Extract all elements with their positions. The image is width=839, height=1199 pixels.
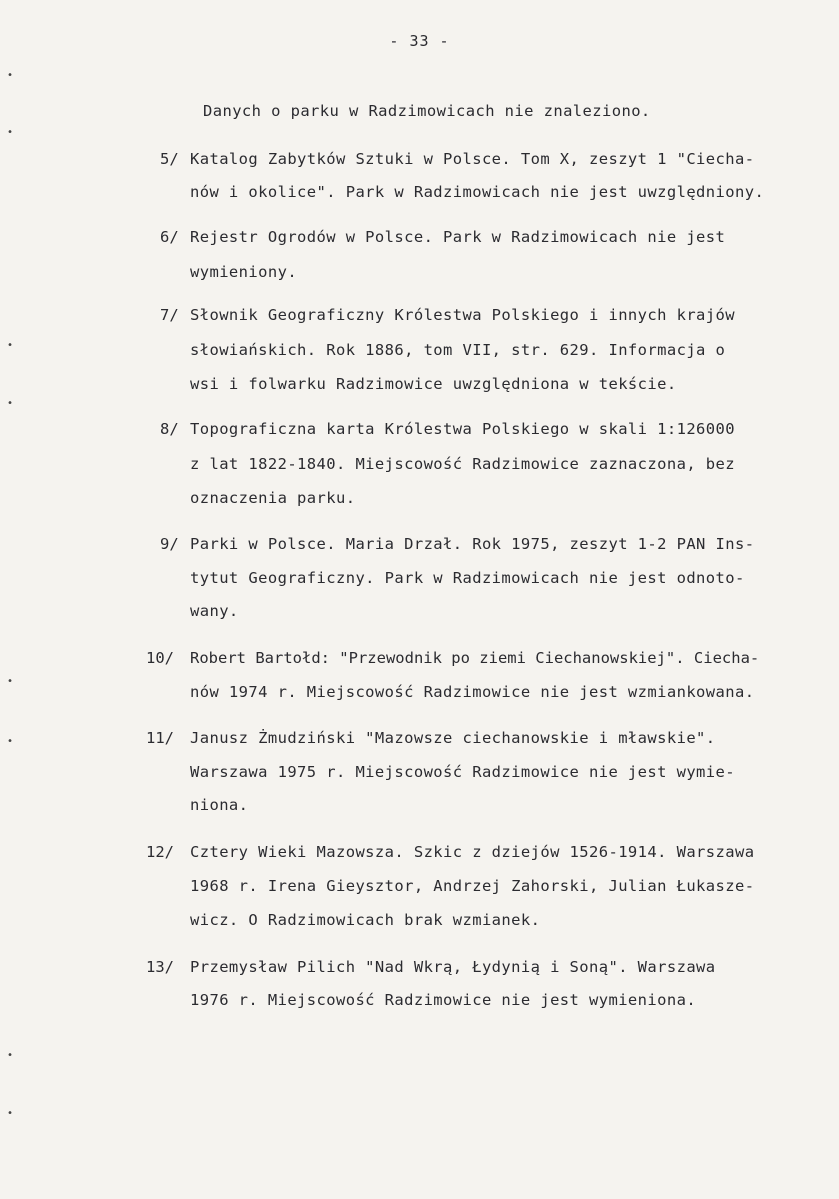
- margin-mark: •: [7, 736, 14, 747]
- margin-mark: •: [7, 1108, 14, 1119]
- entry-line: wsi i folwarku Radzimowice uwzględniona w tekście.: [190, 375, 677, 393]
- entry-line: Przemysław Pilich "Nad Wkrą, Łydynią i Soną". Warszawa: [190, 958, 716, 976]
- entry-number: 6/: [160, 228, 179, 246]
- entry-number: 9/: [160, 535, 179, 553]
- entry-number: 11/: [146, 729, 174, 747]
- margin-mark: •: [7, 1050, 14, 1061]
- entry-line: oznaczenia parku.: [190, 489, 356, 507]
- entry-line: Robert Bartołd: "Przewodnik po ziemi Ciechanowskiej". Ciecha-: [190, 649, 760, 667]
- margin-mark: •: [7, 340, 14, 351]
- entry-line: z lat 1822-1840. Miejscowość Radzimowice zaznaczona, bez: [190, 455, 735, 473]
- entry-number: 8/: [160, 420, 179, 438]
- margin-mark: •: [7, 398, 14, 409]
- entry-line: 1968 r. Irena Gieysztor, Andrzej Zahorski, Julian Łukasze-: [190, 877, 755, 895]
- margin-mark: •: [7, 127, 14, 138]
- entry-line: Rejestr Ogrodów w Polsce. Park w Radzimowicach nie jest: [190, 228, 726, 246]
- entry-number: 12/: [146, 843, 174, 861]
- page-number: - 33 -: [389, 32, 450, 50]
- entry-line: Parki w Polsce. Maria Drzał. Rok 1975, zeszyt 1-2 PAN Ins-: [190, 535, 755, 553]
- entry-line: Warszawa 1975 r. Miejscowość Radzimowice nie jest wymie-: [190, 763, 735, 781]
- margin-mark: •: [7, 70, 14, 81]
- intro-text: Danych o parku w Radzimowicach nie znaleziono.: [203, 102, 651, 120]
- entry-number: 13/: [146, 958, 174, 976]
- entry-line: wany.: [190, 602, 239, 620]
- entry-line: wicz. O Radzimowicach brak wzmianek.: [190, 911, 541, 929]
- entry-line: tytut Geograficzny. Park w Radzimowicach nie jest odnoto-: [190, 569, 745, 587]
- entry-line: Topograficzna karta Królestwa Polskiego w skali 1:126000: [190, 420, 735, 438]
- entry-number: 5/: [160, 150, 179, 168]
- entry-line: Katalog Zabytków Sztuki w Polsce. Tom X, zeszyt 1 "Ciecha-: [190, 150, 755, 168]
- entry-line: Cztery Wieki Mazowsza. Szkic z dziejów 1526-1914. Warszawa: [190, 843, 755, 861]
- entry-line: Słownik Geograficzny Królestwa Polskiego i innych krajów: [190, 306, 735, 324]
- entry-line: wymieniony.: [190, 263, 298, 281]
- entry-line: 1976 r. Miejscowość Radzimowice nie jest wymieniona.: [190, 991, 697, 1009]
- entry-line: słowiańskich. Rok 1886, tom VII, str. 629. Informacja o: [190, 341, 726, 359]
- entry-line: Janusz Żmudziński "Mazowsze ciechanowskie i mławskie".: [190, 729, 716, 747]
- entry-number: 7/: [160, 306, 179, 324]
- entry-line: niona.: [190, 796, 249, 814]
- entry-number: 10/: [146, 649, 174, 667]
- entry-line: nów 1974 r. Miejscowość Radzimowice nie jest wzmiankowana.: [190, 683, 755, 701]
- entry-line: nów i okolice". Park w Radzimowicach nie jest uwzględniony.: [190, 183, 765, 201]
- margin-mark: •: [7, 676, 14, 687]
